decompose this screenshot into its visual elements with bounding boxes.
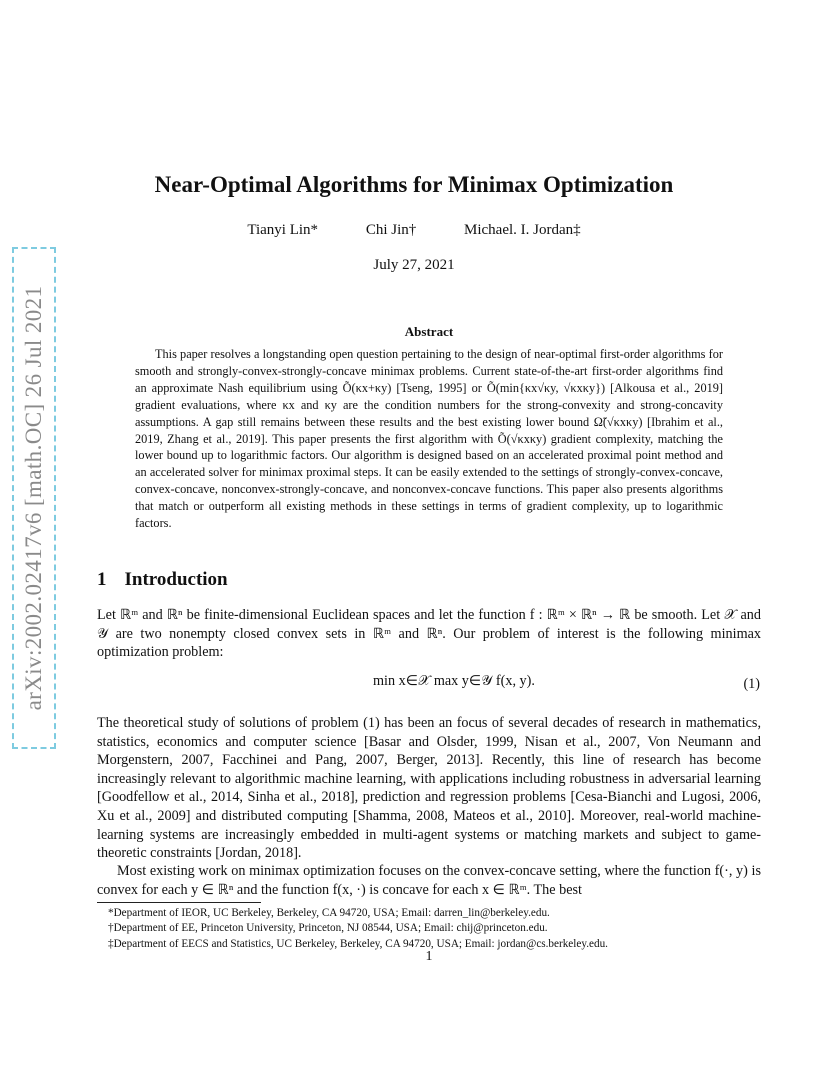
author-3: Michael. I. Jordan‡ (464, 222, 581, 238)
equation-number: (1) (743, 676, 760, 692)
footnote-3: ‡Department of EECS and Statistics, UC Berkeley, Berkeley, CA 94720, USA; Email: jordan@cs.berkeley.edu. (108, 937, 608, 950)
abstract-heading: Abstract (404, 324, 454, 339)
section-title: Introduction (124, 569, 228, 590)
paper-title: Near-Optimal Algorithms for Minimax Optimization (154, 172, 674, 197)
author-1: Tianyi Lin* (247, 222, 319, 238)
author-list (0, 222, 828, 239)
page-number: 1 (425, 949, 433, 964)
intro-paragraph-2: The theoretical study of solutions of problem (1) has been an focus of several decades of research in mathematics, statistics, economics and computer science [Basar and Olsder, 1999, Nisan et al., 2007, Von Neumann and Morgenstern, 2007, Facchinei and Pang, 2007, Berger, 2013]. Recently, this line of research has become increasingly relevant to algorithmic machine learning, with applications including robustness in adversarial learning [Goodfellow et al., 2014, Sinha et al., 2018], prediction and regression problems [Cesa-Bianchi and Lugosi, 2006, Xu et al., 2009] and distributed computing [Shamma, 2008, Mateos et al., 2010]. Moreover, real-world machine-learning systems are increasingly embedded in multi-agent systems or matching markets and subject to game-theoretic constraints [Jordan, 2018]. (97, 715, 761, 862)
minimax-equation: min x∈𝒳 max y∈𝒴 f(x, y). (373, 673, 535, 689)
footnotes (108, 906, 748, 952)
footnote-rule (97, 902, 261, 903)
intro-paragraph-1: Let ℝᵐ and ℝⁿ be finite-dimensional Euclidean spaces and let the function f : ℝᵐ × ℝⁿ → ℝ be smooth. Let 𝒳 and 𝒴 are two nonempty closed convex sets in ℝᵐ and ℝⁿ. Our problem of interest is the following minimax optimization problem: (97, 607, 761, 661)
intro-paragraph-3: Most existing work on minimax optimization focuses on the convex-concave setting, where the function f(·, y) is convex for each y ∈ ℝⁿ and the function f(x, ·) is concave for each x ∈ ℝᵐ. The best (97, 863, 761, 898)
section-number: 1 (97, 569, 107, 590)
footnote-2: †Department of EE, Princeton University, Princeton, NJ 08544, USA; Email: chij@princeton.edu. (108, 922, 548, 935)
arxiv-identifier: arXiv:2002.02417v6 [math.OC] 26 Jul 2021 (21, 285, 46, 711)
footnote-1: *Department of IEOR, UC Berkeley, Berkeley, CA 94720, USA; Email: darren_lin@berkeley.edu. (108, 907, 550, 919)
publication-date: July 27, 2021 (373, 257, 455, 273)
arxiv-sidebar-stamp (12, 247, 56, 749)
abstract-body: This paper resolves a longstanding open question pertaining to the design of near-optimal first-order algorithms for smooth and strongly-convex-strongly-concave minimax problems. Current state-of-the-art first-order algorithms find an approximate Nash equilibrium using Õ(κx+κy) [Tseng, 1995] or Õ(min{κx√κy, √κxκy}) [Alkousa et al., 2019] gradient evaluations, where κx and κy are the condition numbers for the strong-convexity and strong-concavity assumptions. A gap still remains between these results and the best existing lower bound Ω̃(√κxκy) [Ibrahim et al., 2019, Zhang et al., 2019]. This paper presents the first algorithm with Õ(√κxκy) gradient complexity, matching the lower bound up to logarithmic factors. Our algorithm is designed based on an accelerated proximal point method and an accelerated solver for minimax proximal steps. It can be easily extended to the settings of strongly-convex-concave, convex-concave, nonconvex-strongly-concave, and nonconvex-concave functions. This paper also presents algorithms that match or outperform all existing methods in these settings in terms of gradient complexity, up to logarithmic factors. (135, 347, 723, 531)
section-heading (97, 569, 228, 591)
author-2: Chi Jin† (365, 222, 417, 238)
